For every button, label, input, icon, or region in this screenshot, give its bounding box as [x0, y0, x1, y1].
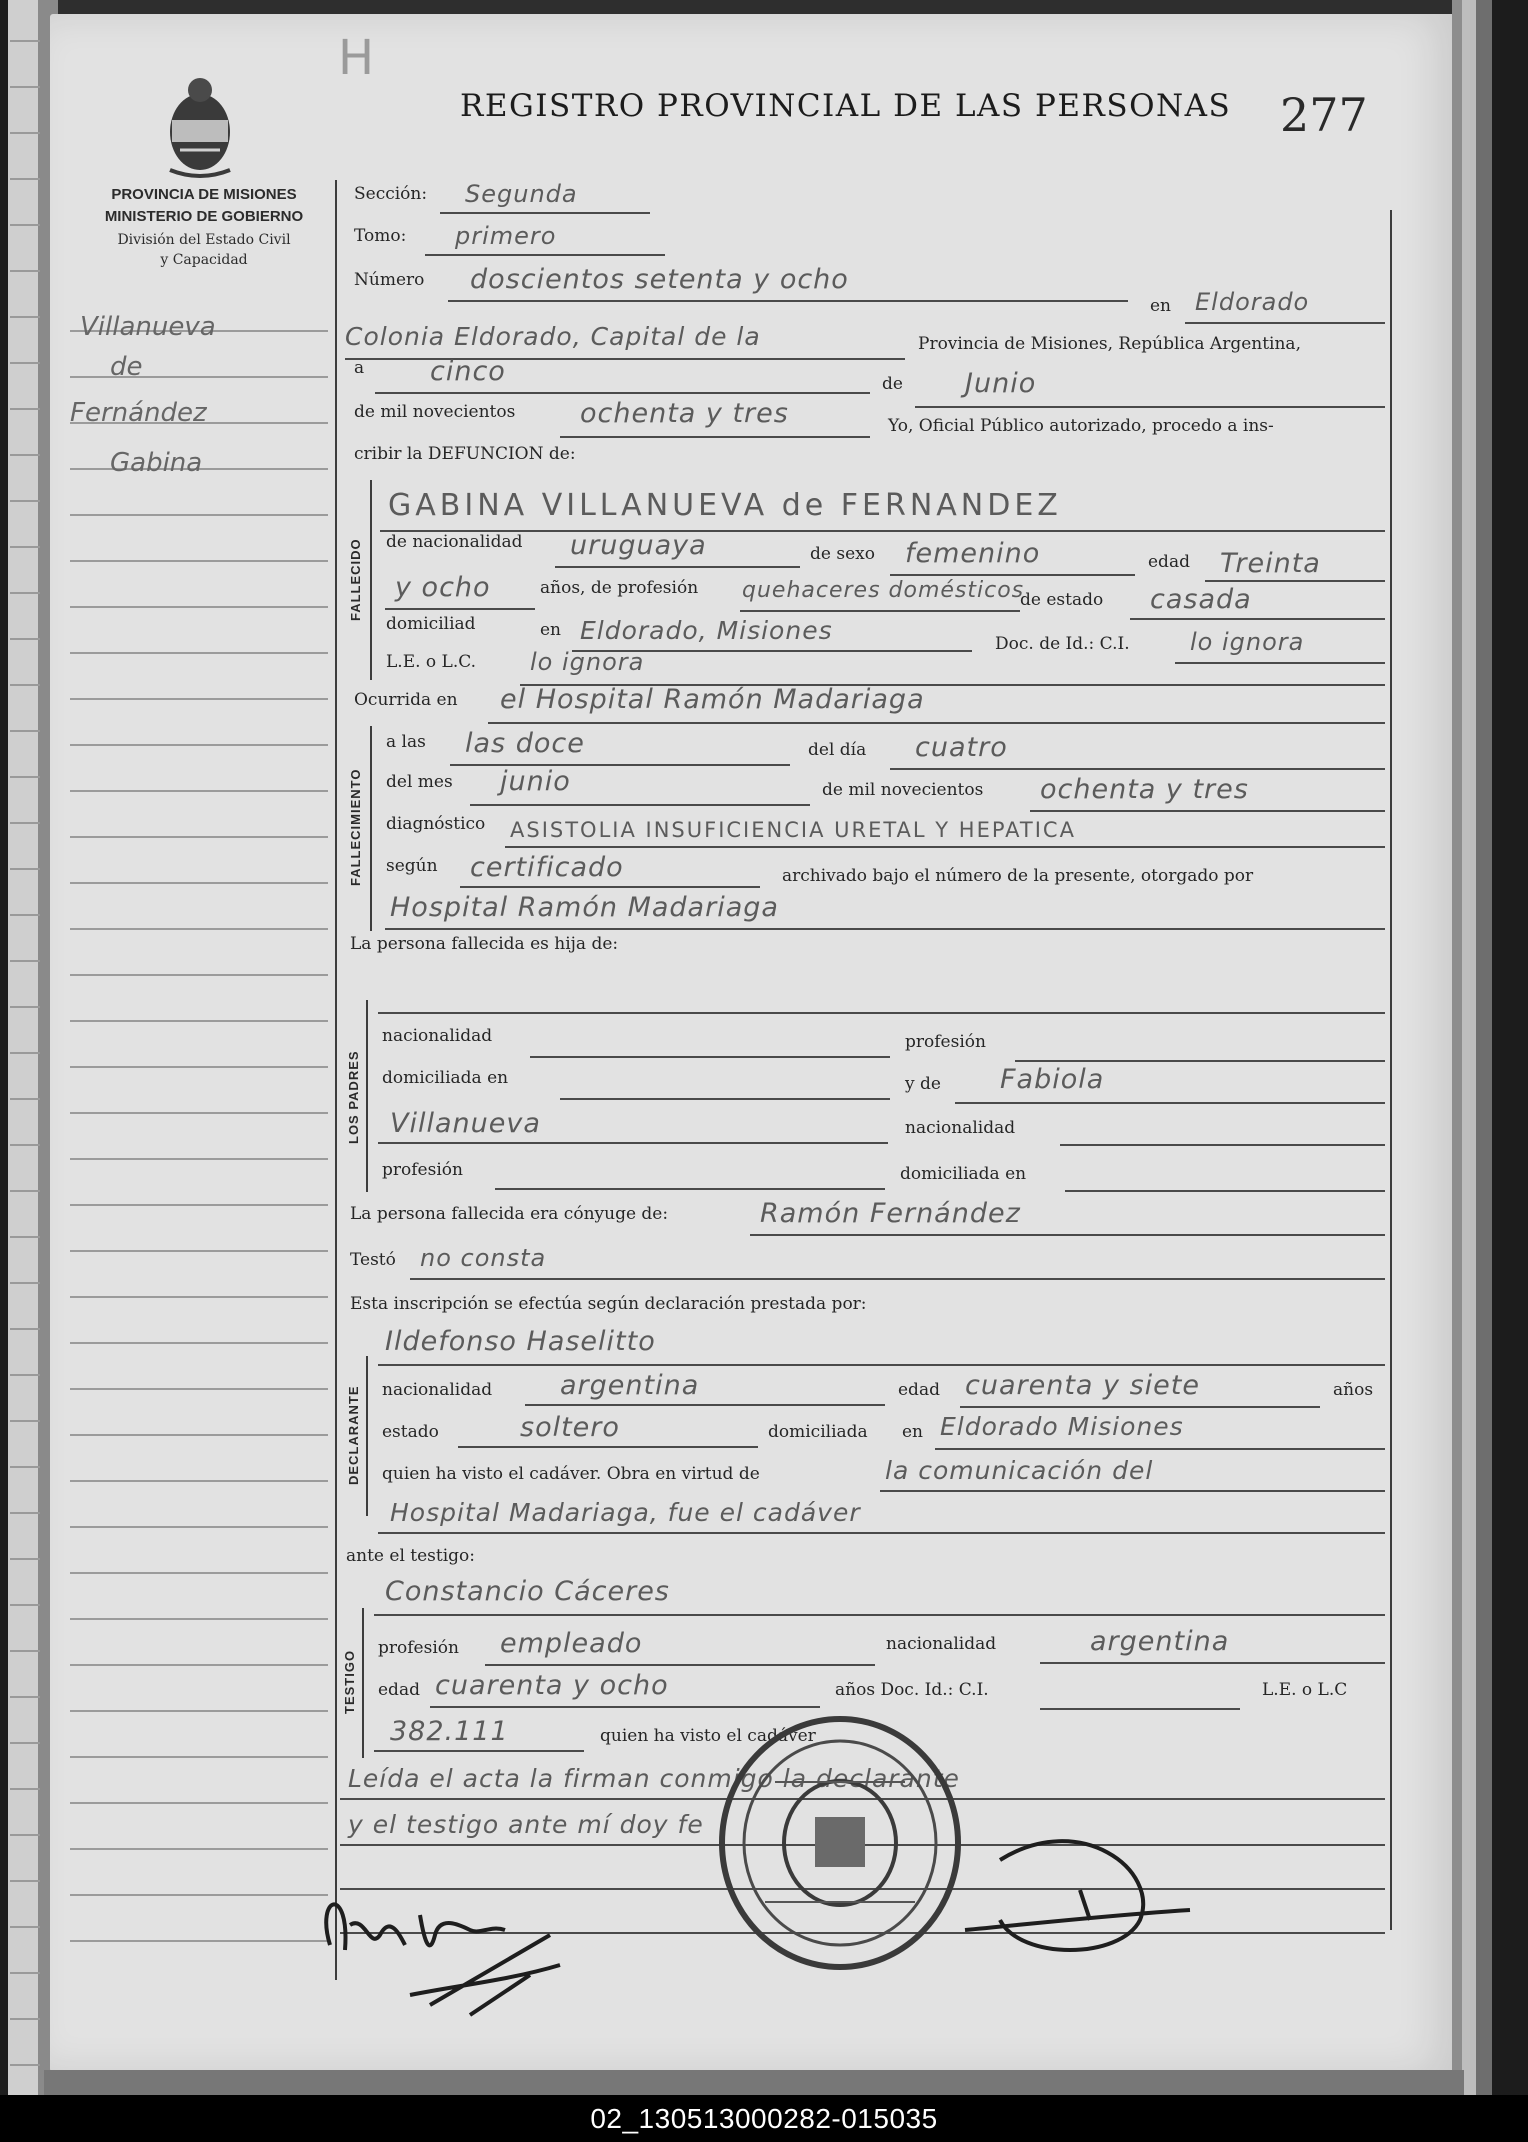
value-test-doc-2: 382.111 [390, 1716, 509, 1747]
field-line [378, 1142, 888, 1144]
label-numero: Número [354, 270, 425, 290]
value-segun: certificado [470, 852, 624, 883]
label-padre-domiciliada: domiciliada en [382, 1068, 509, 1088]
value-leida: Leída el acta la firman conmigo la declarante [348, 1764, 960, 1793]
field-line [375, 392, 870, 394]
left-page-ruled-line [10, 914, 40, 916]
left-page-ruled-line [10, 408, 40, 410]
value-test-nacionalidad: argentina [1090, 1626, 1230, 1657]
value-edad-1: Treinta [1220, 548, 1321, 579]
official-seal-stamp [715, 1712, 965, 1974]
label-ante-testigo: ante el testigo: [346, 1546, 476, 1566]
margin-note-surname: Villanueva [80, 312, 216, 342]
label-de-estado: de estado [1020, 590, 1104, 610]
label-padre-profesion: profesión [905, 1032, 986, 1052]
label-test-nacionalidad: nacionalidad [886, 1634, 997, 1654]
value-madre: Fabiola [1000, 1064, 1105, 1095]
label-decl-en: en [902, 1422, 924, 1442]
field-line [525, 1404, 885, 1406]
label-domiciliad: domiciliad [386, 614, 476, 634]
field-line [935, 1448, 1385, 1450]
header-capacity: y Capacidad [160, 252, 248, 268]
left-page-ruled-line [10, 1512, 40, 1514]
label-le-lc: L.E. o L.C. [386, 652, 477, 672]
field-line [1130, 618, 1385, 620]
left-page-ruled-line [10, 454, 40, 456]
left-page-ruled-line [10, 1972, 40, 1974]
field-line [915, 406, 1385, 408]
value-en-lugar: Eldorado [1195, 288, 1310, 316]
field-line [1175, 662, 1385, 664]
value-testigo: Constancio Cáceres [385, 1576, 670, 1607]
margin-note-given-name: Gabina [110, 448, 203, 478]
margin-ruled-line [70, 1526, 328, 1528]
margin-ruled-line [70, 652, 328, 654]
field-line [1040, 1662, 1385, 1664]
left-page-ruled-line [10, 316, 40, 318]
label-decl-estado: estado [382, 1422, 439, 1442]
value-ocurrida: el Hospital Ramón Madariaga [500, 684, 925, 715]
label-del-dia: del día [808, 740, 867, 760]
field-line [1060, 1144, 1385, 1146]
label-doc-id: Doc. de Id.: C.I. [995, 634, 1130, 654]
margin-ruled-line [70, 1066, 328, 1068]
image-caption: 02_130513000282-015035 [0, 2095, 1528, 2142]
label-testo: Testó [350, 1250, 396, 1270]
left-page-ruled-line [10, 546, 40, 548]
value-hora: las doce [465, 728, 585, 759]
margin-ruled-line [70, 1020, 328, 1022]
margin-ruled-line [70, 376, 328, 378]
field-line [385, 928, 1385, 930]
left-page-ruled-line [10, 1834, 40, 1836]
left-page-ruled-line [10, 1880, 40, 1882]
field-line [1185, 322, 1385, 324]
left-page-ruled-line [10, 132, 40, 134]
label-visto-cadaver-obra: quien ha visto el cadáver. Obra en virtud de [382, 1464, 760, 1484]
field-line [1015, 1060, 1385, 1062]
label-decl-anos: años [1333, 1380, 1374, 1400]
value-declarante: Ildefonso Haselitto [385, 1326, 656, 1357]
field-line [378, 1532, 1385, 1534]
left-page-ruled-line [10, 684, 40, 686]
label-domicilio-en: en [540, 620, 562, 640]
margin-divider-line [335, 180, 337, 1980]
margin-ruled-line [70, 606, 328, 608]
value-mes-fallecimiento: junio [500, 766, 571, 797]
margin-ruled-line [70, 1296, 328, 1298]
field-line [560, 436, 870, 438]
field-line [890, 768, 1385, 770]
margin-ruled-line [70, 1342, 328, 1344]
left-page-ruled-line [10, 868, 40, 870]
value-test-profesion: empleado [500, 1628, 643, 1659]
value-decl-edad: cuarenta y siete [965, 1370, 1200, 1401]
field-line [380, 530, 1385, 532]
margin-ruled-line [70, 1388, 328, 1390]
field-line [460, 886, 760, 888]
left-page-ruled-line [10, 822, 40, 824]
field-line [890, 574, 1135, 576]
left-page-ruled-line [10, 362, 40, 364]
margin-ruled-line [70, 1204, 328, 1206]
label-y-de: y de [905, 1074, 941, 1094]
value-dia-fallecimiento: cuatro [915, 732, 1008, 763]
margin-ruled-line [70, 974, 328, 976]
field-line [960, 1406, 1320, 1408]
left-page-ruled-line [10, 1144, 40, 1146]
field-line [345, 358, 905, 360]
value-leida-2: y el testigo ante mí doy fe [348, 1810, 704, 1839]
value-obra-2: Hospital Madariaga, fue el cadáver [390, 1498, 861, 1527]
margin-ruled-line [70, 1112, 328, 1114]
label-madre-domiciliada: domiciliada en [900, 1164, 1027, 1184]
field-line [378, 1012, 1385, 1014]
field-line [440, 212, 650, 214]
margin-ruled-line [70, 1250, 328, 1252]
right-border-line [1390, 210, 1392, 1930]
label-archivado: archivado bajo el número de la presente, otorgado por [782, 866, 1254, 886]
field-line [505, 846, 1385, 848]
margin-ruled-line [70, 1434, 328, 1436]
left-page-ruled-line [10, 1098, 40, 1100]
label-inscripcion: Esta inscripción se efectúa según declaración prestada por: [350, 1294, 867, 1314]
margin-ruled-line [70, 1664, 328, 1666]
field-line [740, 610, 1020, 612]
label-test-edad: edad [378, 1680, 420, 1700]
field-line [448, 300, 1128, 302]
document-title: REGISTRO PROVINCIAL DE LAS PERSONAS [460, 88, 1232, 124]
side-label-testigo: TESTIGO [342, 1649, 357, 1715]
label-anos-doc: años Doc. Id.: C.I. [835, 1680, 989, 1700]
value-domicilio: Eldorado, Misiones [580, 616, 833, 645]
margin-ruled-line [70, 836, 328, 838]
margin-ruled-line [70, 698, 328, 700]
field-line [488, 722, 1385, 724]
left-page-ruled-line [10, 1052, 40, 1054]
label-decl-edad: edad [898, 1380, 940, 1400]
section-bracket-line [370, 726, 372, 931]
label-en: en [1150, 296, 1172, 316]
left-page-ruled-line [10, 776, 40, 778]
value-profesion: quehaceres domésticos [742, 578, 1025, 603]
left-page-ruled-line [10, 1328, 40, 1330]
section-bracket-line [362, 1608, 364, 1758]
margin-ruled-line [70, 514, 328, 516]
value-dia: cinco [430, 356, 506, 387]
value-nacionalidad: uruguaya [570, 530, 707, 561]
book-spine [1452, 0, 1528, 2095]
left-page-ruled-line [10, 224, 40, 226]
margin-ruled-line [70, 928, 328, 930]
margin-ruled-line [70, 1158, 328, 1160]
left-page-ruled-line [10, 1006, 40, 1008]
value-apellido-madre: Villanueva [390, 1108, 541, 1139]
field-line [410, 1278, 1385, 1280]
label-anos-profesion: años, de profesión [540, 578, 699, 598]
left-page-ruled-line [10, 178, 40, 180]
margin-ruled-line [70, 1756, 328, 1758]
field-line [425, 254, 665, 256]
label-de: de [882, 374, 903, 394]
label-test-profesion: profesión [378, 1638, 459, 1658]
value-mes: Junio [965, 368, 1037, 399]
header-ministry: MINISTERIO DE GOBIERNO [104, 208, 304, 225]
left-page-ruled-line [10, 1742, 40, 1744]
value-anio-fallecimiento: ochenta y tres [1040, 774, 1249, 805]
label-conyuge: La persona fallecida era cónyuge de: [350, 1204, 669, 1224]
field-line [470, 804, 810, 806]
label-yo-oficial: Yo, Oficial Público autorizado, procedo a ins- [888, 416, 1274, 436]
value-conyuge: Ramón Fernández [760, 1198, 1021, 1229]
field-line [378, 1364, 1385, 1366]
field-line [560, 1098, 890, 1100]
value-sexo: femenino [905, 538, 1041, 569]
label-tomo: Tomo: [354, 226, 407, 246]
pencil-mark: H [338, 30, 375, 86]
label-decl-nacionalidad: nacionalidad [382, 1380, 493, 1400]
left-page-ruled-line [10, 1190, 40, 1192]
margin-ruled-line [70, 1802, 328, 1804]
value-seccion: Segunda [465, 180, 578, 208]
value-nombre: GABINA VILLANUEVA de FERNANDEZ [388, 488, 1062, 523]
margin-ruled-line [70, 1618, 328, 1620]
label-del-mes: del mes [386, 772, 453, 792]
margin-ruled-line [70, 882, 328, 884]
field-line [1040, 1708, 1240, 1710]
left-page-ruled-line [10, 86, 40, 88]
label-padre-nacionalidad: nacionalidad [382, 1026, 493, 1046]
section-bracket-line [366, 1000, 368, 1192]
handwritten-signature [960, 1810, 1200, 1980]
section-bracket-line [366, 1356, 368, 1516]
left-page-ruled-line [10, 1236, 40, 1238]
left-page-ruled-line [10, 730, 40, 732]
field-line [485, 1664, 875, 1666]
label-inscribir: cribir la DEFUNCION de: [354, 444, 576, 464]
value-tomo: primero [455, 222, 557, 250]
margin-ruled-line [70, 1480, 328, 1482]
field-line [1065, 1190, 1385, 1192]
left-page-ruled-line [10, 592, 40, 594]
value-decl-estado: soltero [520, 1412, 620, 1443]
margin-ruled-line [70, 744, 328, 746]
header-division: División del Estado Civil [117, 232, 291, 248]
side-label-declarante: DECLARANTE [346, 1385, 361, 1485]
value-diagnostico: ASISTOLIA INSUFICIENCIA URETAL Y HEPATICA [510, 818, 1076, 842]
field-line [374, 1750, 584, 1752]
left-page-ruled-line [10, 1604, 40, 1606]
argentina-coat-of-arms-icon [160, 70, 240, 180]
header-province: PROVINCIA DE MISIONES [111, 186, 297, 203]
margin-ruled-line [70, 790, 328, 792]
side-label-padres: LOS PADRES [346, 1050, 361, 1144]
left-page-ruled-line [10, 1420, 40, 1422]
field-line [750, 1234, 1385, 1236]
field-line [955, 1102, 1385, 1104]
label-hija-de: La persona fallecida es hija de: [350, 934, 619, 954]
field-line [880, 1490, 1385, 1492]
handwritten-signature [310, 1875, 570, 2025]
value-decl-domicilio: Eldorado Misiones [940, 1412, 1184, 1441]
value-otorgado: Hospital Ramón Madariaga [390, 892, 779, 923]
value-estado: casada [1150, 584, 1252, 615]
label-a: a [354, 358, 365, 378]
label-diagnostico: diagnóstico [386, 814, 486, 834]
margin-ruled-line [70, 1894, 328, 1896]
field-line [385, 608, 535, 610]
label-de-sexo: de sexo [810, 544, 875, 564]
left-page-ruled-line [10, 2064, 40, 2066]
label-test-le-lc: L.E. o L.C [1262, 1680, 1348, 1700]
field-line [458, 1446, 758, 1448]
label-madre-nacionalidad: nacionalidad [905, 1118, 1016, 1138]
label-decl-domiciliada: domiciliada [768, 1422, 868, 1442]
left-page-ruled-line [10, 500, 40, 502]
value-anio: ochenta y tres [580, 398, 789, 429]
value-lugar-2: Colonia Eldorado, Capital de la [345, 322, 761, 351]
left-page-ruled-line [10, 1466, 40, 1468]
margin-note-fernandez: Fernández [70, 398, 207, 428]
side-label-fallecimiento: FALLECIMIENTO [348, 768, 363, 887]
field-line [555, 566, 800, 568]
left-page-ruled-line [10, 1558, 40, 1560]
field-line [1205, 580, 1385, 582]
left-page-ruled-line [10, 1374, 40, 1376]
section-bracket-line [370, 480, 372, 680]
value-obra: la comunicación del [885, 1456, 1154, 1485]
label-provincia: Provincia de Misiones, República Argentina, [918, 334, 1301, 354]
label-segun: según [386, 856, 438, 876]
field-line [430, 1706, 820, 1708]
side-label-fallecido: FALLECIDO [348, 538, 363, 622]
margin-ruled-line [70, 1940, 328, 1942]
margin-ruled-line [70, 1572, 328, 1574]
label-edad: edad [1148, 552, 1190, 572]
label-a-las: a las [386, 732, 426, 752]
value-test-edad: cuarenta y ocho [435, 1670, 669, 1701]
margin-ruled-line [70, 1848, 328, 1850]
field-line [530, 1056, 890, 1058]
label-seccion: Sección: [354, 184, 428, 204]
margin-ruled-line [70, 1710, 328, 1712]
label-quien-visto: quien ha visto el cadáver [600, 1726, 816, 1746]
left-page-ruled-line [10, 270, 40, 272]
left-page-ruled-line [10, 40, 40, 42]
left-page-ruled-line [10, 2018, 40, 2020]
value-doc-ci: lo ignora [1190, 628, 1305, 656]
field-line [1030, 810, 1385, 812]
value-decl-nacionalidad: argentina [560, 1370, 700, 1401]
left-page-ruled-line [10, 1282, 40, 1284]
left-page-ruled-line [10, 1788, 40, 1790]
left-page-ruled-line [10, 1696, 40, 1698]
label-madre-profesion: profesión [382, 1160, 463, 1180]
label-mil-novecientos-2: de mil novecientos [822, 780, 984, 800]
value-testo: no consta [420, 1244, 547, 1272]
value-edad-2: y ocho [395, 572, 491, 603]
folio-number: 277 [1280, 88, 1368, 142]
page-bottom-edge [44, 2070, 1464, 2095]
left-page-ruled-line [10, 960, 40, 962]
value-le-lc: lo ignora [530, 648, 645, 676]
left-page-ruled-line [10, 1926, 40, 1928]
field-line [374, 1614, 1385, 1616]
value-numero: doscientos setenta y ocho [470, 264, 849, 295]
margin-ruled-line [70, 560, 328, 562]
margin-note-de: de [110, 352, 143, 382]
field-line [495, 1188, 885, 1190]
left-page-ruled-line [10, 638, 40, 640]
label-ocurrida: Ocurrida en [354, 690, 458, 710]
label-de-nacionalidad: de nacionalidad [386, 532, 523, 552]
left-page-ruled-line [10, 1650, 40, 1652]
label-mil-novecientos: de mil novecientos [354, 402, 516, 422]
